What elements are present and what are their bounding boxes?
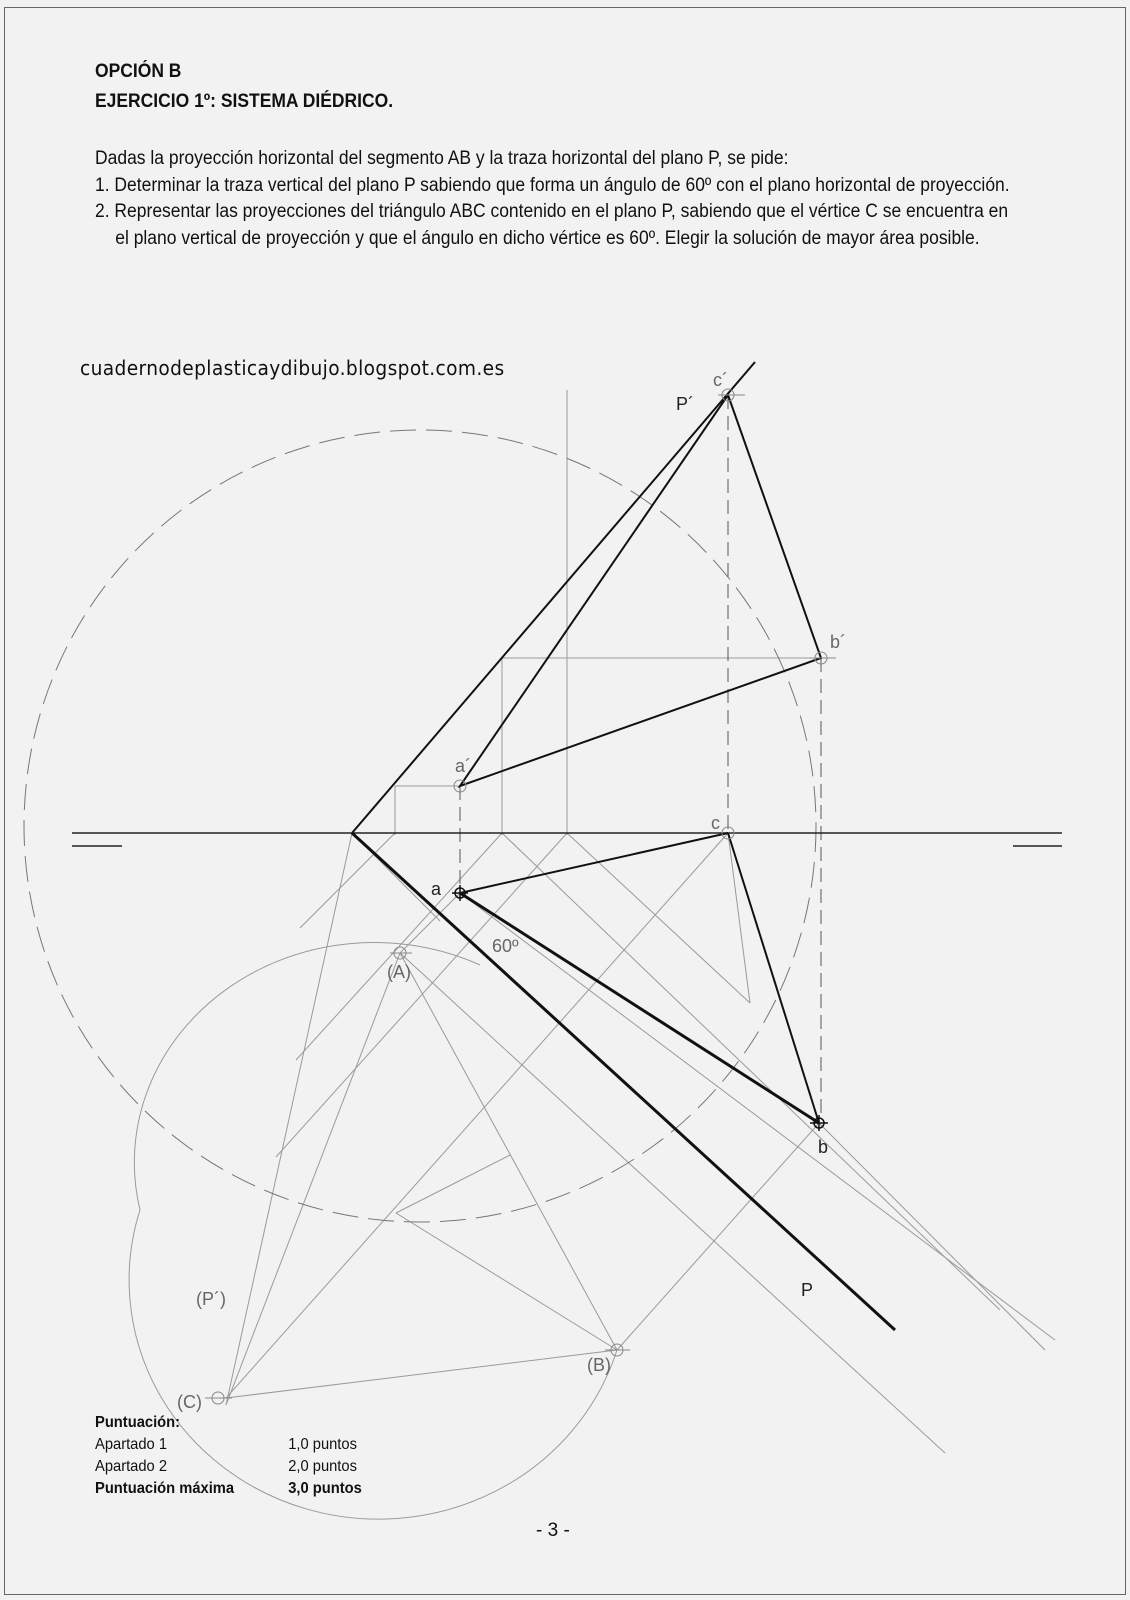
statement-item-2: 2. Representar las proyecciones del triángulo ABC contenido en el plano P, sabiendo que el vértice C se encuentra en <box>95 201 1009 222</box>
label-B-rabatted: (B) <box>587 1355 611 1375</box>
fold-line <box>728 833 750 1003</box>
label-C-rabatted: (C) <box>177 1392 202 1412</box>
segment-cb <box>728 833 819 1123</box>
scoring-max-label: Puntuación máxima <box>95 1480 235 1497</box>
horizontal-trace-p <box>352 833 895 1330</box>
construction-line <box>396 1155 510 1213</box>
label-a: a <box>431 879 442 899</box>
scoring-row-value: 2,0 puntos <box>288 1458 357 1475</box>
label-c-prime: c´ <box>713 370 728 390</box>
label-b: b <box>818 1137 829 1157</box>
rabatment-line <box>400 953 617 1350</box>
construction-lines <box>129 390 1055 1519</box>
scoring-max-row <box>95 1478 362 1500</box>
option-heading: OPCIÓN B <box>95 61 182 82</box>
scoring-row-value: 1,0 puntos <box>288 1436 357 1453</box>
fold-line <box>276 833 567 1157</box>
fold-line <box>300 833 395 928</box>
scoring-row <box>95 1456 362 1478</box>
scoring-row-label: Apartado 1 <box>95 1436 168 1453</box>
scoring-row-label: Apartado 2 <box>95 1458 168 1475</box>
label-angle-60: 60º <box>492 936 519 956</box>
label-b-prime: b´ <box>830 632 847 652</box>
parallel-line <box>819 1123 1045 1350</box>
rabatment-line <box>226 833 352 1405</box>
statement-item-2-cont: el plano vertical de proyección y que el ángulo en dicho vértice es 60º. Elegir la solución de mayor área posible. <box>115 227 980 249</box>
label-a-prime: a´ <box>455 756 472 776</box>
vertical-trace-p-prime <box>352 362 755 833</box>
triangle-vertical-projection <box>460 395 821 786</box>
statement-item-1: 1. Determinar la traza vertical del plano P sabiendo que forma un ángulo de 60º con el plano horizontal de proyección. <box>95 174 1010 196</box>
segment-ab <box>460 893 819 1123</box>
scoring-title: Puntuación: <box>95 1414 181 1431</box>
segment-ac <box>460 833 728 893</box>
scoring-table <box>95 1412 362 1500</box>
scoring-row <box>95 1434 362 1456</box>
statement-intro: Dadas la proyección horizontal del segmento AB y la traza horizontal del plano P, se pide: <box>95 148 789 169</box>
watermark-url: cuadernodeplasticaydibujo.blogspot.com.es <box>80 356 505 380</box>
label-c: c <box>711 813 720 833</box>
label-p-prime: P´ <box>676 394 694 414</box>
exercise-heading: EJERCICIO 1º: SISTEMA DIÉDRICO. <box>95 91 394 112</box>
label-A-rabatted: (A) <box>387 962 411 982</box>
rabatment-line <box>226 1350 617 1398</box>
rabatment-line <box>226 953 400 1405</box>
construction-line <box>396 1213 617 1350</box>
label-P-prime-rabatted: (P´) <box>196 1289 226 1309</box>
scoring-max-value: 3,0 puntos <box>288 1480 362 1497</box>
parallel-line <box>460 893 1055 1340</box>
rabatment-line <box>226 833 728 1398</box>
label-p: P <box>801 1280 814 1300</box>
page-number: - 3 - <box>536 1520 570 1541</box>
affinity-line <box>617 1123 819 1350</box>
